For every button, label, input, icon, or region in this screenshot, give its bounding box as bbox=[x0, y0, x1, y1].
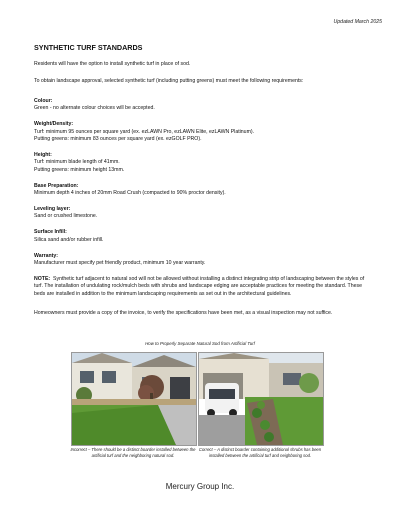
section-line: Silica sand and/or rubber infill. bbox=[34, 236, 104, 243]
document-title: SYNTHETIC TURF STANDARDS bbox=[34, 43, 143, 52]
section-line: Sand or crushed limestone. bbox=[34, 213, 98, 220]
footer-company: Mercury Group Inc. bbox=[165, 482, 235, 491]
section-surface-infill bbox=[34, 229, 372, 244]
note-paragraph bbox=[34, 276, 372, 298]
section-line: Minimum depth 4 inches of 20mm Road Crush (compacted to 90% proctor density). bbox=[34, 189, 226, 196]
section-line: Putting greens: minimum 83 ounces per square yard (ex. ezGOLF PRO). bbox=[34, 135, 202, 142]
section-title: Colour: bbox=[34, 97, 53, 104]
correct-caption: Correct – A distinct boarder containing additional shrubs has been installed between the artificial turf and neighboring sod. bbox=[198, 447, 322, 458]
section-title: Base Preparation: bbox=[34, 182, 79, 189]
invoice-paragraph: Homeowners must provide a copy of the invoice, to verify the specifications have been met, as a visual inspection may not suffice. bbox=[34, 310, 333, 317]
correct-example-photo bbox=[198, 352, 324, 446]
section-line: Putting greens: minimum height 13mm. bbox=[34, 166, 125, 173]
requirements-intro: To obtain landscape approval, selected synthetic turf (including putting greens) must meet the following requirements: bbox=[34, 78, 304, 85]
section-title: Leveling layer: bbox=[34, 205, 71, 212]
section-line: Turf: minimum 95 ounces per square yard (ex. ezLAWN Pro, ezLAWN Elite, ezLAWN Platinum). bbox=[34, 128, 255, 135]
intro-paragraph: Residents will have the option to install synthetic turf in place of sod. bbox=[34, 61, 191, 67]
incorrect-example-photo bbox=[71, 352, 197, 446]
section-leveling-layer bbox=[34, 206, 372, 221]
section-line: Green - no alternate colour choices will be accepted. bbox=[34, 105, 155, 112]
incorrect-caption: Incorrect – There should be a distinct boarder installed between the artificial turf and the neighboring natural sod. bbox=[70, 447, 196, 458]
section-title: Height: bbox=[34, 151, 52, 158]
updated-date: Updated March 2025 bbox=[333, 19, 382, 25]
section-height bbox=[34, 152, 372, 174]
section-title: Surface Infill: bbox=[34, 229, 67, 236]
section-line: Turf: minimum blade length of 41mm. bbox=[34, 159, 120, 166]
section-title: Warranty: bbox=[34, 252, 59, 259]
figure-caption: How to Properly Separate Natural Sod from Artificial Turf bbox=[145, 341, 255, 346]
section-title: Weight/Density: bbox=[34, 121, 74, 128]
section-colour bbox=[34, 98, 372, 113]
note-text: Synthetic turf adjacent to natural sod will not be allowed without installing a distinct integrating strip of landscaping between the styles of turf. The installation of undulating rock/mulch beds with shrubs and landscape edging are acceptable practices for meeting the standard. These beds are installed in addition to the minimum landscaping requirements as set out in the architectural guidelines. bbox=[34, 275, 365, 297]
section-line: Manufacturer must specify pet friendly product, minimum 10 year warranty. bbox=[34, 259, 206, 266]
note-label: NOTE: bbox=[34, 275, 51, 282]
section-weight-density bbox=[34, 121, 372, 143]
main-content bbox=[34, 43, 372, 317]
section-base-preparation bbox=[34, 183, 372, 198]
section-warranty bbox=[34, 253, 372, 268]
